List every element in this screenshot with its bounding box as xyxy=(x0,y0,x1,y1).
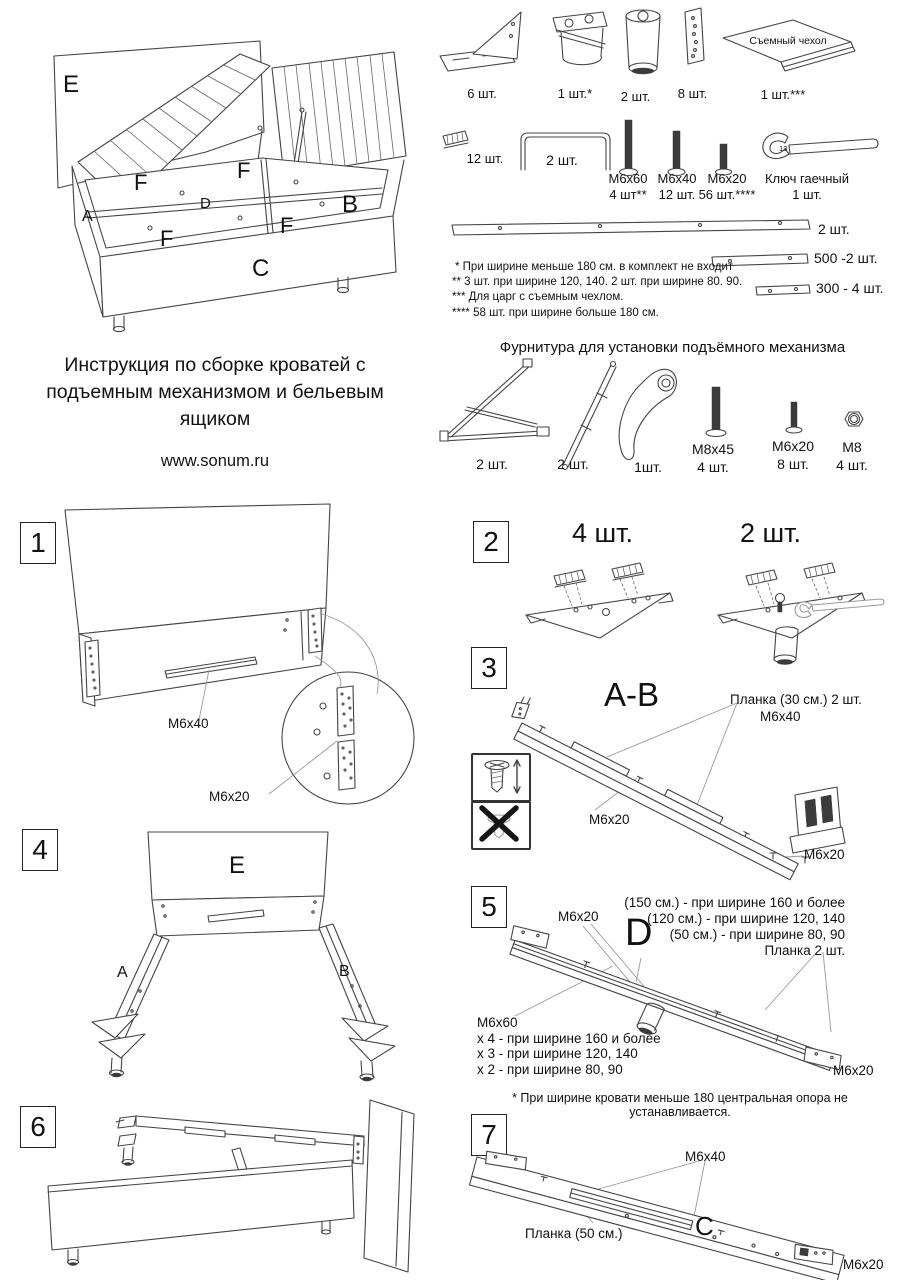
width-note: (120 см.) - при ширине 120, 140 xyxy=(647,911,845,926)
leg-bracket-qty: 1 шт.* xyxy=(557,86,593,101)
bolt-m6x40-icon xyxy=(668,131,685,176)
wrench-label xyxy=(752,171,862,203)
nut-name: М8 xyxy=(842,439,862,455)
lift-hardware-title: Фурнитура для установки подъёмного механизма xyxy=(499,339,846,356)
step4-part-e: E xyxy=(229,852,246,879)
bolt-qty: 12 шт. xyxy=(658,187,696,202)
plate-qty: 8 шт. xyxy=(677,86,708,101)
step3-m6x20-end-label: М6х20 xyxy=(804,847,845,862)
step7-part-c: C xyxy=(695,1211,714,1241)
bed-overview-illustration xyxy=(10,10,430,342)
wrench-name: Ключ гаечный xyxy=(764,171,850,186)
m6x60-note: х 3 - при ширине 120, 140 xyxy=(477,1046,638,1061)
footnote-2: ** 3 шт. при ширине 120, 140. 2 шт. при ширине 80. 90. xyxy=(452,276,743,288)
step2-left-qty: 4 шт. xyxy=(571,518,634,548)
step5-m6x60-notes xyxy=(477,1015,661,1077)
label-part-d: D xyxy=(200,195,211,212)
lift-mechanism-icon xyxy=(440,359,549,441)
bar-500-qty: 500 -2 шт. xyxy=(814,250,878,266)
m6x60-label: М6х60 xyxy=(477,1015,518,1030)
bolt-qty: 8 шт. xyxy=(777,456,809,472)
bolt-name: М6х40 xyxy=(657,171,697,186)
step-number-text: 7 xyxy=(481,1119,497,1150)
leg-qty: 2 шт. xyxy=(620,89,651,104)
width-note: (150 см.) - при ширине 160 и более xyxy=(624,895,845,910)
step3-plank-label: Планка (30 см.) 2 шт. xyxy=(730,692,862,707)
bolt-qty: 4 шт** xyxy=(609,187,647,202)
step-number-text: 6 xyxy=(30,1111,46,1142)
bolt-m8x45-label xyxy=(683,440,743,476)
bolt-m6x20-label xyxy=(694,171,760,203)
step-number-text: 2 xyxy=(483,526,499,557)
front-panel xyxy=(48,1160,354,1266)
m6x60-note: х 4 - при ширине 160 и более xyxy=(477,1030,661,1046)
step2-right-qty: 2 шт. xyxy=(739,518,802,548)
step5-part-d: D xyxy=(625,912,653,954)
leg-bracket-icon xyxy=(553,12,607,65)
label-part-b: B xyxy=(342,191,359,218)
step1-m6x20-label: М6х20 xyxy=(209,789,250,804)
width-note: Планка 2 шт. xyxy=(764,943,845,958)
step7-m6x40-label: М6х40 xyxy=(685,1149,726,1164)
storage-box xyxy=(72,158,404,332)
page-title: Инструкция по сборке кроватей с подъемным механизмом и бельевым ящиком xyxy=(46,354,384,430)
footboard-panel xyxy=(469,1145,847,1280)
footnote-1: * При ширине меньше 180 см. в комплект не входит xyxy=(455,261,734,273)
bar-long-qty: 2 шт. xyxy=(818,221,850,237)
removable-cover-icon xyxy=(723,20,855,71)
label-part-f4: F xyxy=(280,213,294,238)
width-note: (50 см.) - при ширине 80, 90 xyxy=(669,927,845,942)
bracket-qty: 6 шт. xyxy=(467,86,497,101)
wrench-icon xyxy=(763,133,878,158)
step7-illustration xyxy=(465,1105,900,1280)
step1-illustration xyxy=(15,498,430,820)
label-part-c: C xyxy=(252,255,270,282)
slat-base-right xyxy=(272,52,406,176)
corner-bracket-left xyxy=(526,563,673,638)
step5-width-notes xyxy=(545,895,845,959)
step3-heading: A-B xyxy=(604,676,660,713)
footnote-3: *** Для царг с съемным чехлом. xyxy=(452,291,624,303)
step5-m6x20-end-label: М6х20 xyxy=(833,1063,874,1078)
step-2-number xyxy=(473,521,509,563)
bolt-name: М8х45 xyxy=(691,441,735,457)
step7-plank-label: Планка (50 см.) xyxy=(525,1226,623,1241)
bolt-qty: 56 шт.**** xyxy=(698,187,756,202)
bolt-name: М6х20 xyxy=(707,171,747,186)
nut-m8-icon xyxy=(845,412,863,426)
step5-m6x20-top-label: М6х20 xyxy=(558,909,599,924)
label-part-a: A xyxy=(82,208,93,225)
u-bracket-qty: 2 шт. xyxy=(546,152,578,168)
step1-m6x40-label: М6х40 xyxy=(168,716,209,731)
bar-300 xyxy=(756,285,810,295)
bolt-m6x60-icon xyxy=(620,120,638,176)
label-part-f3: F xyxy=(160,226,174,251)
headboard-panel xyxy=(364,1100,414,1272)
detail-plates xyxy=(314,686,355,790)
bar-300-qty: 300 - 4 шт. xyxy=(816,280,884,296)
m6x60-note: х 2 - при ширине 80, 90 xyxy=(477,1061,623,1077)
strap-icon xyxy=(619,369,676,459)
bar-long xyxy=(452,220,810,235)
step5-footnote: * При ширине кровати меньше 180 центральная опора не устанавливается. xyxy=(512,1091,848,1120)
label-part-f2: F xyxy=(237,158,251,183)
bolt-m6x20-label xyxy=(763,437,823,473)
left-end-brackets xyxy=(116,1116,136,1166)
wrench-size-label: 13 xyxy=(779,144,788,153)
corner-bracket-icon xyxy=(440,12,521,71)
step4-part-b: B xyxy=(339,963,350,980)
cover-qty: 1 шт.*** xyxy=(760,87,806,102)
step-number-text: 4 xyxy=(32,834,48,865)
bolt-m6x20-icon xyxy=(786,402,802,433)
step6-illustration xyxy=(20,1096,430,1280)
bolt-m8x45-icon xyxy=(706,387,726,437)
pad-qty: 12 шт. xyxy=(466,151,504,166)
step-number-text: 3 xyxy=(481,652,497,683)
bolt-name: М6х20 xyxy=(771,438,815,454)
step3-m6x40-label: М6х40 xyxy=(760,709,801,724)
gas-strut-icon xyxy=(563,362,617,470)
step4-illustration xyxy=(20,826,430,1084)
no-overtighten-icon xyxy=(471,801,531,850)
cylindrical-leg-icon xyxy=(626,10,660,74)
step3-m6x20-mid-label: М6х20 xyxy=(589,812,630,827)
website-link: www.sonum.ru xyxy=(160,452,270,470)
corner-brackets-left xyxy=(92,1014,145,1077)
nut-m8-label xyxy=(822,438,882,474)
screw-depth-icon xyxy=(471,753,531,802)
bolt-name: М6х60 xyxy=(608,171,648,186)
label-part-e: E xyxy=(63,71,80,98)
wrench-qty: 1 шт. xyxy=(792,187,822,202)
bolt-qty: 4 шт. xyxy=(697,459,729,475)
far-side-rail xyxy=(136,1116,364,1164)
hinge-plate-left xyxy=(85,640,100,697)
step7-m6x20-label: М6х20 xyxy=(843,1257,884,1272)
step-number-text: 5 xyxy=(481,891,497,922)
pad-icon xyxy=(443,131,468,148)
strut-qty: 2 шт. xyxy=(557,456,589,472)
corner-brackets-right xyxy=(342,1018,395,1081)
flat-plate-icon xyxy=(685,8,704,64)
strap-qty: 1шт. xyxy=(634,459,662,475)
label-part-f1: F xyxy=(134,170,148,195)
cover-label: Съемный чехол xyxy=(749,35,827,47)
footnote-4: **** 58 шт. при ширине больше 180 см. xyxy=(452,307,659,319)
step4-part-a: A xyxy=(117,964,128,981)
step-number-text: 1 xyxy=(30,527,46,558)
mechanism-qty: 2 шт. xyxy=(476,456,508,472)
nut-qty: 4 шт. xyxy=(836,457,868,473)
